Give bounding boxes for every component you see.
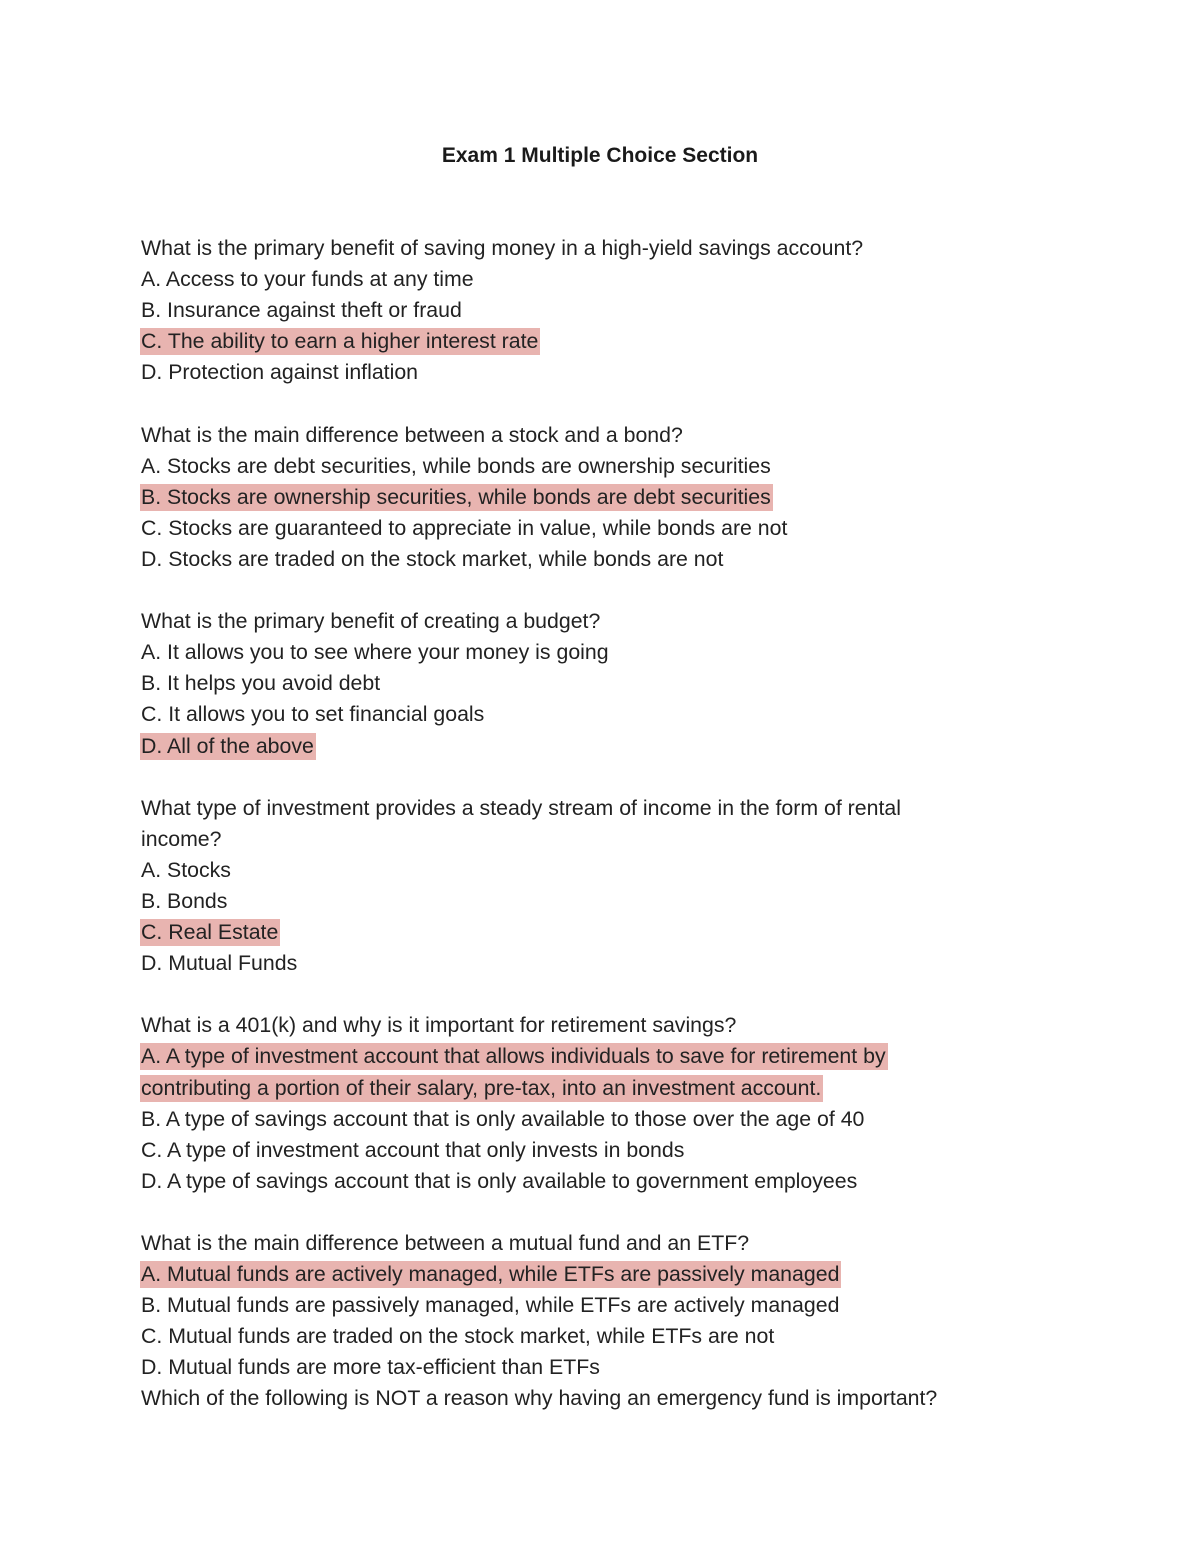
page-title: Exam 1 Multiple Choice Section (441, 144, 759, 167)
answer-highlight: A. Mutual funds are actively managed, while ETFs are passively managed (141, 1262, 840, 1287)
answer-option: C. Mutual funds are traded on the stock market, while ETFs are not (141, 1324, 775, 1349)
answer-highlight: B. Stocks are ownership securities, while bonds are debt securities (141, 484, 771, 509)
question-block-2 (141, 420, 1041, 575)
question-text: What is a 401(k) and why is it important for retirement savings? (141, 1013, 737, 1038)
answer-option: A. Access to your funds at any time (141, 267, 474, 292)
question-block-5 (141, 1010, 1041, 1197)
answer-option-highlighted (141, 917, 1041, 948)
answer-option: B. A type of savings account that is only available to those over the age of 40 (141, 1106, 865, 1131)
question-text: What type of investment provides a steady stream of income in the form of rental (141, 795, 901, 820)
answer-option: C. Stocks are guaranteed to appreciate in value, while bonds are not (141, 515, 788, 540)
answer-option-highlighted (141, 326, 1041, 357)
answer-option: D. Mutual funds are more tax-efficient than ETFs (141, 1355, 600, 1380)
answer-option: D. Mutual Funds (141, 951, 298, 976)
question-text: What is the main difference between a mutual fund and an ETF? (141, 1231, 750, 1255)
question-block-7 (141, 1383, 1041, 1414)
answer-option-highlighted (141, 482, 1041, 513)
answer-option-highlighted (141, 731, 1041, 762)
question-block-1 (141, 233, 1041, 388)
answer-option-highlighted (141, 1259, 1041, 1290)
question-text: income? (141, 826, 222, 851)
answer-option: D. Stocks are traded on the stock market, while bonds are not (141, 546, 724, 571)
answer-option: C. It allows you to set financial goals (141, 702, 485, 727)
answer-highlight: D. All of the above (141, 733, 314, 758)
answer-option: B. It helps you avoid debt (141, 671, 381, 696)
question-text: What is the primary benefit of creating a budget? (141, 609, 601, 634)
question-text: What is the main difference between a stock and a bond? (141, 422, 683, 447)
question-list (141, 233, 1041, 1446)
answer-option: B. Mutual funds are passively managed, while ETFs are actively managed (141, 1293, 840, 1318)
question-block-4 (141, 793, 1041, 980)
answer-option-highlighted (141, 1073, 1041, 1104)
answer-option: A. It allows you to see where your money is going (141, 640, 609, 665)
answer-option: B. Bonds (141, 888, 228, 913)
answer-option: D. A type of savings account that is only available to government employees (141, 1168, 858, 1193)
answer-option: A. Stocks (141, 857, 231, 882)
answer-option: D. Protection against inflation (141, 360, 419, 385)
answer-option: B. Insurance against theft or fraud (141, 298, 462, 323)
answer-highlight: A. A type of investment account that allows individuals to save for retirement by (141, 1044, 886, 1069)
question-block-6 (141, 1228, 1041, 1383)
question-text: What is the primary benefit of saving money in a high-yield savings account? (141, 236, 864, 260)
answer-option: A. Stocks are debt securities, while bonds are ownership securities (141, 453, 771, 478)
answer-highlight: C. The ability to earn a higher interest rate (141, 329, 539, 354)
question-text: Which of the following is NOT a reason why having an emergency fund is important? (141, 1386, 938, 1411)
answer-highlight: contributing a portion of their salary, pre-tax, into an investment account. (141, 1075, 822, 1100)
answer-highlight: C. Real Estate (141, 920, 279, 945)
answer-option-highlighted (141, 1041, 1041, 1072)
question-block-3 (141, 606, 1041, 761)
answer-option: C. A type of investment account that only invests in bonds (141, 1137, 685, 1162)
